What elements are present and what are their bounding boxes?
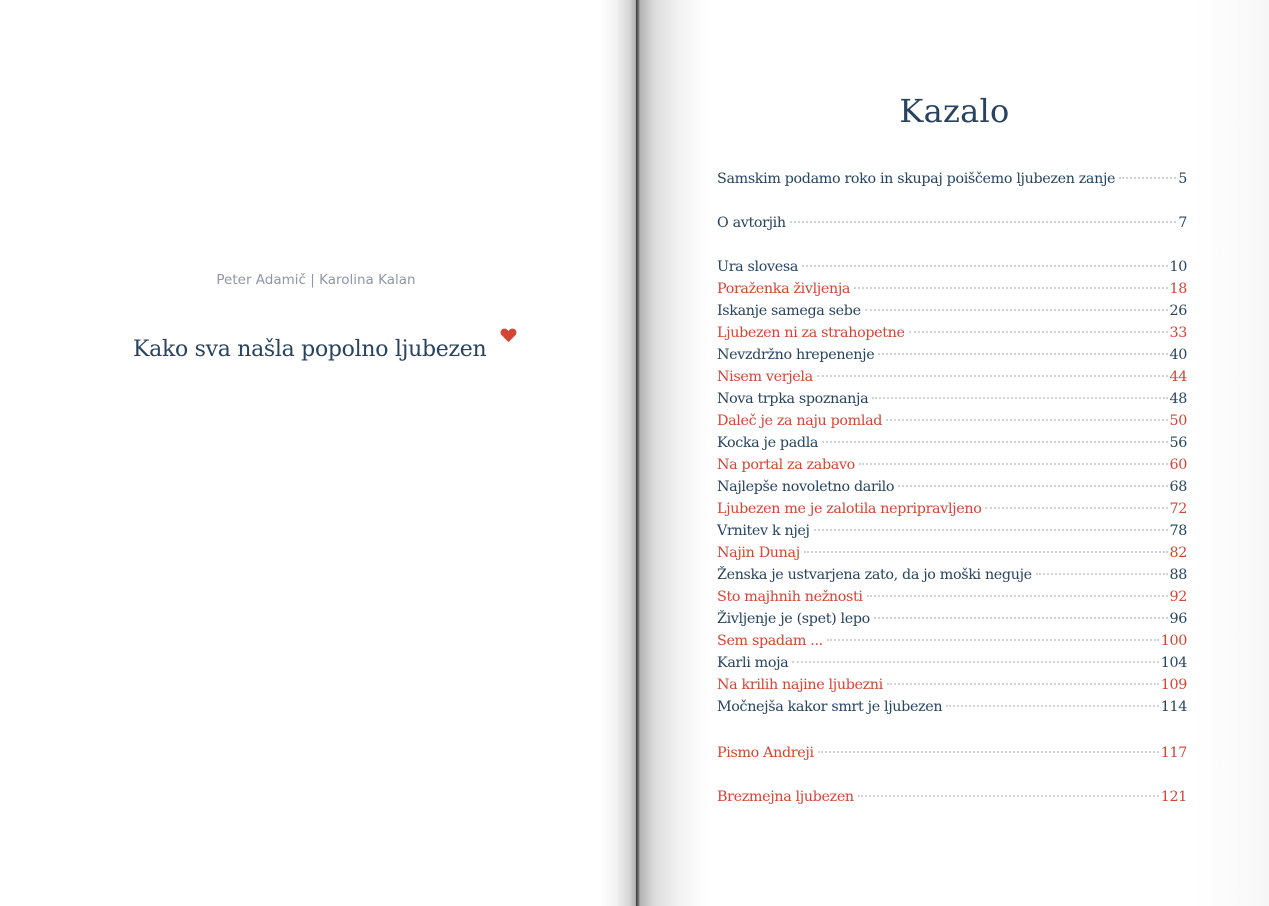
- toc-dot-leader: [886, 419, 1167, 421]
- toc-entry-page: 92: [1169, 589, 1187, 605]
- toc-dot-leader: [822, 441, 1167, 443]
- toc-dot-leader: [898, 485, 1167, 487]
- toc-dot-leader: [865, 309, 1168, 311]
- toc-entry-title: Kocka je padla: [717, 435, 819, 451]
- toc-entry-page: 7: [1178, 215, 1187, 231]
- toc-entry-title: Ljubezen me je zalotila nepripravljeno: [717, 501, 982, 517]
- toc-dot-leader: [946, 705, 1159, 707]
- toc-entry-page: 121: [1160, 789, 1187, 805]
- toc-entry: [717, 742, 1187, 764]
- toc-entry-page: 100: [1160, 633, 1187, 649]
- toc-entry-page: 5: [1178, 171, 1187, 187]
- toc-entry-title: Nisem verjela: [717, 369, 813, 385]
- toc-entry-title: Najin Dunaj: [717, 545, 800, 561]
- toc-entry-title: Sto majhnih nežnosti: [717, 589, 863, 605]
- toc-entry-title: Močnejša kakor smrt je ljubezen: [717, 699, 943, 715]
- toc-dot-leader: [887, 683, 1159, 685]
- toc-entry-page: 56: [1169, 435, 1187, 451]
- toc-entry: [717, 608, 1187, 630]
- toc-entry-title: Ženska je ustvarjena zato, da jo moški neguje: [717, 567, 1032, 583]
- toc-entry: [717, 432, 1187, 454]
- toc-entry: [717, 212, 1187, 234]
- toc-entry-page: 44: [1169, 369, 1187, 385]
- toc-entry: [717, 786, 1187, 808]
- toc-entry: [717, 278, 1187, 300]
- toc-entry-title: Najlepše novoletno darilo: [717, 479, 895, 495]
- toc-entry-page: 18: [1169, 281, 1187, 297]
- toc-entry-page: 48: [1169, 391, 1187, 407]
- toc-entry-page: 82: [1169, 545, 1187, 561]
- toc-entry: [717, 388, 1187, 410]
- toc-dot-leader: [874, 617, 1168, 619]
- toc-dot-leader: [790, 221, 1176, 223]
- toc-dot-leader: [1036, 573, 1168, 575]
- spine-shadow-right: [640, 0, 710, 906]
- toc-entry-page: 50: [1169, 413, 1187, 429]
- toc-dot-leader: [1119, 177, 1176, 179]
- toc-entry-title: Vrnitev k njej: [717, 523, 810, 539]
- book-title: Kako sva našla popolno ljubezen: [133, 337, 487, 362]
- toc-entry-page: 88: [1169, 567, 1187, 583]
- toc-entry-page: 26: [1169, 303, 1187, 319]
- toc-entry-page: 109: [1160, 677, 1187, 693]
- toc-entry: [717, 520, 1187, 542]
- toc-entry-page: 117: [1160, 745, 1187, 761]
- toc-entry: [717, 498, 1187, 520]
- toc-entry: [717, 300, 1187, 322]
- toc-entry: [717, 542, 1187, 564]
- toc-dot-leader: [909, 331, 1168, 333]
- book-authors: Peter Adamič | Karolina Kalan: [216, 272, 416, 288]
- toc-dot-leader: [985, 507, 1167, 509]
- toc-entry: [717, 454, 1187, 476]
- toc-dot-leader: [878, 353, 1167, 355]
- toc-dot-leader: [814, 529, 1168, 531]
- toc-entry-title: Karli moja: [717, 655, 789, 671]
- toc-entry: [717, 674, 1187, 696]
- heart-icon: [500, 327, 517, 343]
- toc-entry-title: O avtorjih: [717, 215, 786, 231]
- toc-entry-page: 60: [1169, 457, 1187, 473]
- toc-dot-leader: [867, 595, 1168, 597]
- toc-entry: [717, 168, 1187, 190]
- toc-entry-page: 104: [1160, 655, 1187, 671]
- toc-entry-page: 68: [1169, 479, 1187, 495]
- toc-entry-title: Sem spadam ...: [717, 633, 823, 649]
- toc-entry-page: 72: [1169, 501, 1187, 517]
- toc-dot-leader: [827, 639, 1159, 641]
- toc-entry-title: Daleč je za naju pomlad: [717, 413, 883, 429]
- toc-entry-title: Ura slovesa: [717, 259, 799, 275]
- toc-dot-leader: [804, 551, 1168, 553]
- toc-dot-leader: [854, 287, 1167, 289]
- toc-entry-title: Na krilih najine ljubezni: [717, 677, 883, 693]
- toc-entry-title: Nova trpka spoznanja: [717, 391, 869, 407]
- toc-entry: [717, 366, 1187, 388]
- toc-entry-title: Na portal za zabavo: [717, 457, 855, 473]
- toc-dot-leader: [859, 463, 1168, 465]
- toc-entry-title: Samskim podamo roko in skupaj poiščemo ljubezen zanje: [717, 171, 1116, 187]
- toc-entry-page: 33: [1169, 325, 1187, 341]
- toc-dot-leader: [818, 751, 1159, 753]
- toc-entry: [717, 256, 1187, 278]
- toc-entry-title: Brezmejna ljubezen: [717, 789, 854, 805]
- toc-entry: [717, 630, 1187, 652]
- toc-entry-title: Pismo Andreji: [717, 745, 814, 761]
- toc-entry-title: Nevzdržno hrepenenje: [717, 347, 875, 363]
- toc-entry: [717, 344, 1187, 366]
- toc-entry: [717, 322, 1187, 344]
- toc-entry-page: 40: [1169, 347, 1187, 363]
- toc-entry-title: Ljubezen ni za strahopetne: [717, 325, 905, 341]
- toc-heading: Kazalo: [899, 92, 1010, 130]
- spine-shadow-left: [600, 0, 636, 906]
- toc-dot-leader: [872, 397, 1167, 399]
- toc-dot-leader: [817, 375, 1168, 377]
- toc-entry: [717, 652, 1187, 674]
- toc-entry-page: 96: [1169, 611, 1187, 627]
- toc-entry-page: 10: [1169, 259, 1187, 275]
- toc-entry: [717, 410, 1187, 432]
- toc-entry: [717, 564, 1187, 586]
- toc-entry: [717, 696, 1187, 718]
- toc-entry: [717, 476, 1187, 498]
- toc-dot-leader: [802, 265, 1167, 267]
- table-of-contents: [717, 0, 1187, 906]
- toc-dot-leader: [858, 795, 1159, 797]
- toc-entry-page: 78: [1169, 523, 1187, 539]
- toc-entry-title: Poraženka življenja: [717, 281, 851, 297]
- toc-entry-title: Iskanje samega sebe: [717, 303, 861, 319]
- toc-dot-leader: [792, 661, 1158, 663]
- toc-entry-page: 114: [1160, 699, 1187, 715]
- toc-entry-title: Življenje je (spet) lepo: [717, 611, 870, 627]
- toc-entry: [717, 586, 1187, 608]
